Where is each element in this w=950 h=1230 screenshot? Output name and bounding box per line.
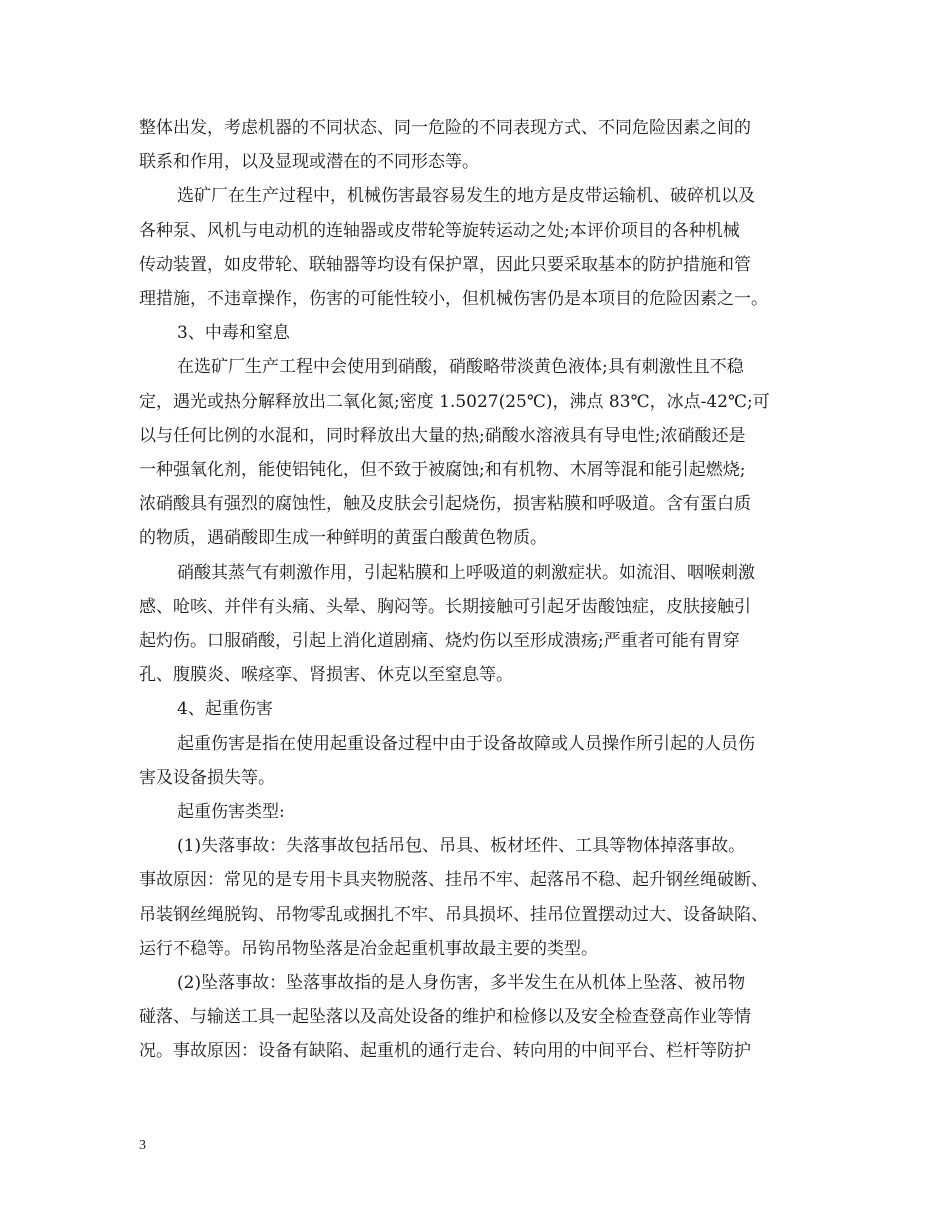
text-line: 一种强氧化剂，能使铝钝化，但不致于被腐蚀;和有机物、木屑等混和能引起燃烧; [139, 460, 746, 480]
text-line: 运行不稳等。吊钩吊物坠落是冶金起重机事故最主要的类型。 [139, 939, 598, 959]
text-line: 在选矿厂生产工程中会使用到硝酸，硝酸略带淡黄色液体;具有刺激性且不稳 [177, 357, 744, 377]
text-line: 况。事故原因：设备有缺陷、起重机的通行走台、转向用的中间平台、栏杆等防护 [139, 1041, 751, 1061]
text-line: 感、呛咳、并伴有头痛、头晕、胸闷等。长期接触可引起牙齿酸蚀症，皮肤接触引 [139, 597, 751, 617]
text-line: (2)坠落事故：坠落事故指的是人身伤害，多半发生在从机体上坠落、被吊物 [177, 973, 746, 993]
text-line: 孔、腹膜炎、喉痉挛、肾损害、休克以至窒息等。 [139, 665, 513, 685]
text-line: 浓硝酸具有强烈的腐蚀性，触及皮肤会引起烧伤，损害粘膜和呼吸道。含有蛋白质 [139, 494, 751, 514]
text-line: 整体出发，考虑机器的不同状态、同一危险的不同表现方式、不同危险因素之间的 [139, 118, 751, 138]
text-line: 定，遇光或热分解释放出二氧化氮;密度 1.5027(25℃)，沸点 83℃，冰点-42℃;可 [139, 392, 770, 412]
text-line: 传动装置，如皮带轮、联轴器等均设有保护罩，因此只要采取基本的防护措施和管 [139, 255, 751, 275]
text-line: 硝酸其蒸气有刺激作用，引起粘膜和上呼吸道的刺激症状。如流泪、咽喉刺激 [177, 563, 755, 583]
text-line: 联系和作用，以及显现或潜在的不同形态等。 [139, 152, 479, 172]
text-line: 各种泵、风机与电动机的连轴器或皮带轮等旋转运动之处;本评价项目的各种机械 [139, 221, 740, 241]
text-line: 碰落、与输送工具一起坠落以及高处设备的维护和检修以及安全检查登高作业等情 [139, 1007, 751, 1027]
text-line: 害及设备损失等。 [139, 768, 275, 788]
text-line: 事故原因：常见的是专用卡具夹物脱落、挂吊不牢、起落吊不稳、起升钢丝绳破断、 [139, 870, 768, 890]
text-line: 吊装钢丝绳脱钩、吊物零乱或捆扎不牢、吊具损坏、挂吊位置摆动过大、设备缺陷、 [139, 905, 768, 925]
text-line: 起灼伤。口服硝酸，引起上消化道剧痛、烧灼伤以至形成溃疡;严重者可能有胃穿 [139, 631, 740, 651]
text-line: 3、中毒和窒息 [177, 323, 290, 343]
text-line: 4、起重伤害 [177, 699, 273, 719]
text-line: 起重伤害是指在使用起重设备过程中由于设备故障或人员操作所引起的人员伤 [177, 734, 755, 754]
text-line: 的物质，遇硝酸即生成一种鲜明的黄蛋白酸黄色物质。 [139, 528, 547, 548]
text-line: 理措施，不违章操作，伤害的可能性较小，但机械伤害仍是本项目的危险因素之一。 [139, 289, 768, 309]
text-line: 选矿厂在生产过程中，机械伤害最容易发生的地方是皮带运输机、破碎机以及 [177, 186, 755, 206]
text-line: 以与任何比例的水混和，同时释放出大量的热;硝酸水溶液具有导电性;浓硝酸还是 [139, 426, 746, 446]
page-number: 3 [139, 1138, 146, 1153]
text-line: (1)失落事故：失落事故包括吊包、吊具、板材坯件、工具等物体掉落事故。 [177, 836, 746, 856]
text-line: 起重伤害类型: [177, 802, 285, 822]
